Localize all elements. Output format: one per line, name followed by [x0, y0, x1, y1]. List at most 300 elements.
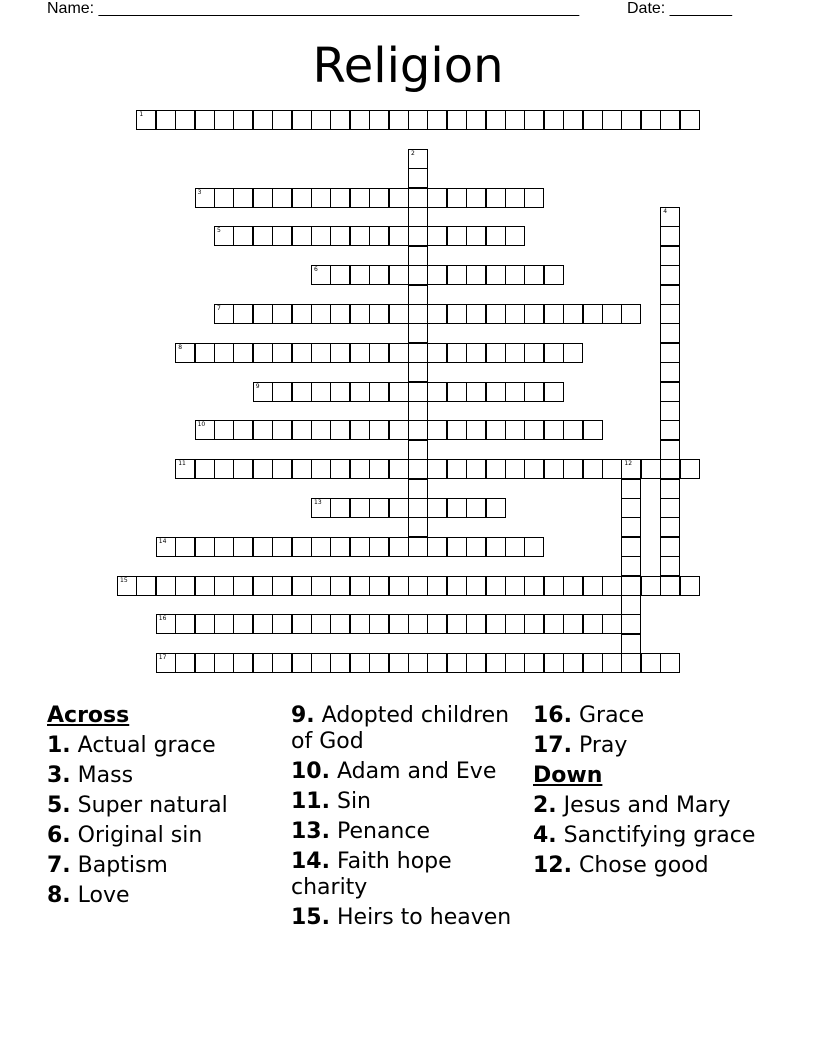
grid-cell[interactable]	[486, 304, 506, 324]
grid-cell[interactable]	[272, 420, 292, 440]
grid-cell[interactable]	[214, 226, 234, 246]
grid-cell[interactable]	[621, 459, 641, 479]
grid-cell[interactable]	[486, 537, 506, 557]
grid-cell[interactable]	[408, 362, 428, 382]
grid-cell[interactable]	[292, 420, 312, 440]
grid-cell[interactable]	[408, 207, 428, 227]
grid-cell[interactable]	[583, 459, 603, 479]
grid-cell[interactable]	[330, 188, 350, 208]
grid-cell[interactable]	[427, 420, 447, 440]
grid-cell[interactable]	[408, 576, 428, 596]
grid-cell[interactable]	[660, 556, 680, 576]
grid-cell[interactable]	[311, 537, 331, 557]
grid-cell[interactable]	[253, 576, 273, 596]
grid-cell[interactable]	[427, 498, 447, 518]
grid-cell[interactable]	[253, 537, 273, 557]
grid-cell[interactable]	[389, 537, 409, 557]
grid-cell[interactable]	[447, 265, 467, 285]
grid-cell[interactable]	[544, 304, 564, 324]
grid-cell[interactable]	[350, 188, 370, 208]
grid-cell[interactable]	[505, 420, 525, 440]
grid-cell[interactable]	[660, 285, 680, 305]
grid-cell[interactable]	[330, 420, 350, 440]
grid-cell[interactable]	[466, 498, 486, 518]
grid-cell[interactable]	[641, 653, 661, 673]
grid-cell[interactable]	[466, 653, 486, 673]
grid-cell[interactable]	[602, 614, 622, 634]
grid-cell[interactable]	[156, 110, 176, 130]
grid-cell[interactable]	[524, 459, 544, 479]
grid-cell[interactable]	[486, 459, 506, 479]
grid-cell[interactable]	[524, 265, 544, 285]
grid-cell[interactable]	[330, 537, 350, 557]
grid-cell[interactable]	[563, 653, 583, 673]
grid-cell[interactable]	[505, 343, 525, 363]
grid-cell[interactable]	[466, 265, 486, 285]
grid-cell[interactable]	[292, 537, 312, 557]
grid-cell[interactable]	[427, 188, 447, 208]
grid-cell[interactable]	[660, 362, 680, 382]
grid-cell[interactable]	[272, 110, 292, 130]
grid-cell[interactable]	[369, 498, 389, 518]
grid-cell[interactable]	[272, 304, 292, 324]
grid-cell[interactable]	[311, 498, 331, 518]
grid-cell[interactable]	[389, 420, 409, 440]
grid-cell[interactable]	[389, 188, 409, 208]
grid-cell[interactable]	[544, 265, 564, 285]
grid-cell[interactable]	[544, 420, 564, 440]
grid-cell[interactable]	[602, 459, 622, 479]
grid-cell[interactable]	[486, 614, 506, 634]
grid-cell[interactable]	[544, 576, 564, 596]
grid-cell[interactable]	[466, 304, 486, 324]
grid-cell[interactable]	[408, 168, 428, 188]
grid-cell[interactable]	[427, 576, 447, 596]
grid-cell[interactable]	[505, 265, 525, 285]
grid-cell[interactable]	[175, 110, 195, 130]
grid-cell[interactable]	[195, 188, 215, 208]
grid-cell[interactable]	[660, 304, 680, 324]
grid-cell[interactable]	[505, 304, 525, 324]
grid-cell[interactable]	[602, 653, 622, 673]
grid-cell[interactable]	[292, 304, 312, 324]
grid-cell[interactable]	[272, 537, 292, 557]
grid-cell[interactable]	[466, 343, 486, 363]
grid-cell[interactable]	[330, 110, 350, 130]
grid-cell[interactable]	[272, 653, 292, 673]
grid-cell[interactable]	[292, 459, 312, 479]
grid-cell[interactable]	[641, 459, 661, 479]
grid-cell[interactable]	[660, 537, 680, 557]
grid-cell[interactable]	[253, 614, 273, 634]
grid-cell[interactable]	[544, 459, 564, 479]
grid-cell[interactable]	[408, 479, 428, 499]
grid-cell[interactable]	[660, 110, 680, 130]
grid-cell[interactable]	[447, 576, 467, 596]
grid-cell[interactable]	[660, 323, 680, 343]
grid-cell[interactable]	[602, 110, 622, 130]
grid-cell[interactable]	[350, 304, 370, 324]
grid-cell[interactable]	[350, 110, 370, 130]
grid-cell[interactable]	[117, 576, 137, 596]
grid-cell[interactable]	[175, 459, 195, 479]
grid-cell[interactable]	[660, 401, 680, 421]
grid-cell[interactable]	[466, 459, 486, 479]
grid-cell[interactable]	[408, 343, 428, 363]
grid-cell[interactable]	[466, 110, 486, 130]
grid-cell[interactable]	[214, 420, 234, 440]
grid-cell[interactable]	[505, 576, 525, 596]
grid-cell[interactable]	[408, 188, 428, 208]
grid-cell[interactable]	[311, 226, 331, 246]
grid-cell[interactable]	[214, 188, 234, 208]
grid-cell[interactable]	[621, 498, 641, 518]
grid-cell[interactable]	[621, 614, 641, 634]
grid-cell[interactable]	[156, 614, 176, 634]
grid-cell[interactable]	[680, 459, 700, 479]
grid-cell[interactable]	[505, 110, 525, 130]
grid-cell[interactable]	[563, 614, 583, 634]
grid-cell[interactable]	[621, 653, 641, 673]
grid-cell[interactable]	[660, 576, 680, 596]
grid-cell[interactable]	[680, 110, 700, 130]
grid-cell[interactable]	[583, 653, 603, 673]
grid-cell[interactable]	[214, 459, 234, 479]
grid-cell[interactable]	[195, 614, 215, 634]
grid-cell[interactable]	[369, 420, 389, 440]
grid-cell[interactable]	[408, 459, 428, 479]
grid-cell[interactable]	[641, 576, 661, 596]
grid-cell[interactable]	[447, 226, 467, 246]
grid-cell[interactable]	[621, 110, 641, 130]
grid-cell[interactable]	[330, 498, 350, 518]
grid-cell[interactable]	[602, 304, 622, 324]
grid-cell[interactable]	[292, 343, 312, 363]
grid-cell[interactable]	[350, 576, 370, 596]
grid-cell[interactable]	[544, 110, 564, 130]
grid-cell[interactable]	[447, 188, 467, 208]
grid-cell[interactable]	[195, 420, 215, 440]
grid-cell[interactable]	[389, 614, 409, 634]
grid-cell[interactable]	[602, 576, 622, 596]
grid-cell[interactable]	[292, 653, 312, 673]
grid-cell[interactable]	[214, 653, 234, 673]
grid-cell[interactable]	[292, 188, 312, 208]
grid-cell[interactable]	[233, 188, 253, 208]
grid-cell[interactable]	[311, 382, 331, 402]
grid-cell[interactable]	[524, 304, 544, 324]
grid-cell[interactable]	[330, 614, 350, 634]
grid-cell[interactable]	[292, 614, 312, 634]
grid-cell[interactable]	[311, 576, 331, 596]
grid-cell[interactable]	[505, 226, 525, 246]
grid-cell[interactable]	[233, 420, 253, 440]
grid-cell[interactable]	[621, 479, 641, 499]
grid-cell[interactable]	[175, 343, 195, 363]
grid-cell[interactable]	[563, 576, 583, 596]
grid-cell[interactable]	[660, 459, 680, 479]
grid-cell[interactable]	[583, 614, 603, 634]
grid-cell[interactable]	[505, 459, 525, 479]
grid-cell[interactable]	[253, 343, 273, 363]
grid-cell[interactable]	[505, 382, 525, 402]
grid-cell[interactable]	[389, 576, 409, 596]
grid-cell[interactable]	[272, 614, 292, 634]
grid-cell[interactable]	[427, 537, 447, 557]
grid-cell[interactable]	[466, 226, 486, 246]
grid-cell[interactable]	[369, 614, 389, 634]
grid-cell[interactable]	[175, 653, 195, 673]
grid-cell[interactable]	[447, 304, 467, 324]
grid-cell[interactable]	[524, 110, 544, 130]
grid-cell[interactable]	[389, 653, 409, 673]
grid-cell[interactable]	[466, 188, 486, 208]
grid-cell[interactable]	[447, 537, 467, 557]
grid-cell[interactable]	[350, 420, 370, 440]
grid-cell[interactable]	[466, 382, 486, 402]
grid-cell[interactable]	[253, 459, 273, 479]
grid-cell[interactable]	[408, 420, 428, 440]
grid-cell[interactable]	[641, 110, 661, 130]
grid-cell[interactable]	[524, 343, 544, 363]
grid-cell[interactable]	[427, 653, 447, 673]
grid-cell[interactable]	[330, 304, 350, 324]
grid-cell[interactable]	[369, 459, 389, 479]
grid-cell[interactable]	[233, 459, 253, 479]
grid-cell[interactable]	[272, 459, 292, 479]
grid-cell[interactable]	[524, 537, 544, 557]
grid-cell[interactable]	[156, 576, 176, 596]
grid-cell[interactable]	[330, 265, 350, 285]
grid-cell[interactable]	[330, 382, 350, 402]
grid-cell[interactable]	[350, 343, 370, 363]
grid-cell[interactable]	[563, 304, 583, 324]
grid-cell[interactable]	[389, 498, 409, 518]
grid-cell[interactable]	[389, 343, 409, 363]
grid-cell[interactable]	[524, 614, 544, 634]
grid-cell[interactable]	[311, 653, 331, 673]
grid-cell[interactable]	[292, 110, 312, 130]
grid-cell[interactable]	[253, 110, 273, 130]
grid-cell[interactable]	[408, 226, 428, 246]
grid-cell[interactable]	[660, 420, 680, 440]
grid-cell[interactable]	[330, 653, 350, 673]
grid-cell[interactable]	[466, 576, 486, 596]
grid-cell[interactable]	[175, 537, 195, 557]
grid-cell[interactable]	[214, 576, 234, 596]
grid-cell[interactable]	[350, 537, 370, 557]
grid-cell[interactable]	[660, 653, 680, 673]
grid-cell[interactable]	[311, 343, 331, 363]
grid-cell[interactable]	[427, 382, 447, 402]
grid-cell[interactable]	[621, 634, 641, 654]
grid-cell[interactable]	[621, 537, 641, 557]
grid-cell[interactable]	[427, 614, 447, 634]
grid-cell[interactable]	[621, 576, 641, 596]
grid-cell[interactable]	[447, 498, 467, 518]
grid-cell[interactable]	[272, 576, 292, 596]
grid-cell[interactable]	[369, 576, 389, 596]
grid-cell[interactable]	[214, 343, 234, 363]
grid-cell[interactable]	[544, 653, 564, 673]
grid-cell[interactable]	[408, 323, 428, 343]
grid-cell[interactable]	[389, 304, 409, 324]
grid-cell[interactable]	[524, 653, 544, 673]
grid-cell[interactable]	[369, 537, 389, 557]
grid-cell[interactable]	[408, 382, 428, 402]
grid-cell[interactable]	[563, 110, 583, 130]
grid-cell[interactable]	[447, 343, 467, 363]
grid-cell[interactable]	[272, 226, 292, 246]
grid-cell[interactable]	[136, 576, 156, 596]
grid-cell[interactable]	[447, 382, 467, 402]
grid-cell[interactable]	[524, 576, 544, 596]
grid-cell[interactable]	[408, 537, 428, 557]
grid-cell[interactable]	[214, 614, 234, 634]
grid-cell[interactable]	[408, 614, 428, 634]
grid-cell[interactable]	[233, 304, 253, 324]
grid-cell[interactable]	[544, 382, 564, 402]
grid-cell[interactable]	[427, 304, 447, 324]
grid-cell[interactable]	[427, 343, 447, 363]
grid-cell[interactable]	[408, 498, 428, 518]
grid-cell[interactable]	[524, 382, 544, 402]
grid-cell[interactable]	[253, 420, 273, 440]
grid-cell[interactable]	[389, 459, 409, 479]
grid-cell[interactable]	[369, 188, 389, 208]
grid-cell[interactable]	[311, 614, 331, 634]
grid-cell[interactable]	[330, 459, 350, 479]
grid-cell[interactable]	[330, 343, 350, 363]
grid-cell[interactable]	[486, 226, 506, 246]
grid-cell[interactable]	[350, 265, 370, 285]
grid-cell[interactable]	[583, 576, 603, 596]
grid-cell[interactable]	[563, 459, 583, 479]
grid-cell[interactable]	[253, 653, 273, 673]
grid-cell[interactable]	[233, 537, 253, 557]
grid-cell[interactable]	[253, 382, 273, 402]
grid-cell[interactable]	[660, 246, 680, 266]
grid-cell[interactable]	[486, 498, 506, 518]
grid-cell[interactable]	[330, 226, 350, 246]
grid-cell[interactable]	[272, 382, 292, 402]
grid-cell[interactable]	[505, 614, 525, 634]
grid-cell[interactable]	[369, 226, 389, 246]
grid-cell[interactable]	[621, 556, 641, 576]
grid-cell[interactable]	[311, 188, 331, 208]
grid-cell[interactable]	[408, 265, 428, 285]
grid-cell[interactable]	[408, 285, 428, 305]
grid-cell[interactable]	[486, 110, 506, 130]
grid-cell[interactable]	[369, 343, 389, 363]
grid-cell[interactable]	[427, 110, 447, 130]
grid-cell[interactable]	[544, 614, 564, 634]
grid-cell[interactable]	[660, 440, 680, 460]
grid-cell[interactable]	[311, 459, 331, 479]
grid-cell[interactable]	[350, 226, 370, 246]
grid-cell[interactable]	[292, 226, 312, 246]
grid-cell[interactable]	[486, 653, 506, 673]
grid-cell[interactable]	[233, 110, 253, 130]
grid-cell[interactable]	[369, 653, 389, 673]
grid-cell[interactable]	[350, 498, 370, 518]
grid-cell[interactable]	[486, 188, 506, 208]
grid-cell[interactable]	[195, 537, 215, 557]
grid-cell[interactable]	[311, 265, 331, 285]
grid-cell[interactable]	[311, 110, 331, 130]
grid-cell[interactable]	[175, 576, 195, 596]
grid-cell[interactable]	[369, 382, 389, 402]
grid-cell[interactable]	[233, 576, 253, 596]
grid-cell[interactable]	[660, 265, 680, 285]
grid-cell[interactable]	[369, 304, 389, 324]
grid-cell[interactable]	[214, 537, 234, 557]
grid-cell[interactable]	[408, 149, 428, 169]
grid-cell[interactable]	[447, 110, 467, 130]
grid-cell[interactable]	[408, 440, 428, 460]
grid-cell[interactable]	[389, 382, 409, 402]
grid-cell[interactable]	[214, 304, 234, 324]
grid-cell[interactable]	[408, 653, 428, 673]
grid-cell[interactable]	[408, 304, 428, 324]
grid-cell[interactable]	[156, 537, 176, 557]
grid-cell[interactable]	[486, 420, 506, 440]
grid-cell[interactable]	[350, 653, 370, 673]
grid-cell[interactable]	[195, 653, 215, 673]
grid-cell[interactable]	[621, 517, 641, 537]
grid-cell[interactable]	[408, 401, 428, 421]
grid-cell[interactable]	[660, 517, 680, 537]
grid-cell[interactable]	[486, 382, 506, 402]
grid-cell[interactable]	[389, 110, 409, 130]
grid-cell[interactable]	[408, 517, 428, 537]
grid-cell[interactable]	[427, 265, 447, 285]
grid-cell[interactable]	[175, 614, 195, 634]
grid-cell[interactable]	[272, 343, 292, 363]
grid-cell[interactable]	[466, 537, 486, 557]
grid-cell[interactable]	[583, 304, 603, 324]
grid-cell[interactable]	[447, 459, 467, 479]
grid-cell[interactable]	[447, 420, 467, 440]
grid-cell[interactable]	[311, 420, 331, 440]
grid-cell[interactable]	[505, 653, 525, 673]
grid-cell[interactable]	[136, 110, 156, 130]
grid-cell[interactable]	[660, 479, 680, 499]
grid-cell[interactable]	[660, 343, 680, 363]
grid-cell[interactable]	[233, 226, 253, 246]
grid-cell[interactable]	[544, 343, 564, 363]
grid-cell[interactable]	[466, 614, 486, 634]
grid-cell[interactable]	[330, 576, 350, 596]
grid-cell[interactable]	[195, 459, 215, 479]
grid-cell[interactable]	[253, 304, 273, 324]
grid-cell[interactable]	[660, 498, 680, 518]
grid-cell[interactable]	[369, 265, 389, 285]
grid-cell[interactable]	[195, 576, 215, 596]
grid-cell[interactable]	[253, 188, 273, 208]
grid-cell[interactable]	[369, 110, 389, 130]
grid-cell[interactable]	[486, 265, 506, 285]
grid-cell[interactable]	[195, 343, 215, 363]
grid-cell[interactable]	[233, 614, 253, 634]
grid-cell[interactable]	[660, 226, 680, 246]
grid-cell[interactable]	[427, 226, 447, 246]
grid-cell[interactable]	[486, 576, 506, 596]
grid-cell[interactable]	[680, 576, 700, 596]
grid-cell[interactable]	[253, 226, 273, 246]
grid-cell[interactable]	[389, 226, 409, 246]
grid-cell[interactable]	[350, 614, 370, 634]
